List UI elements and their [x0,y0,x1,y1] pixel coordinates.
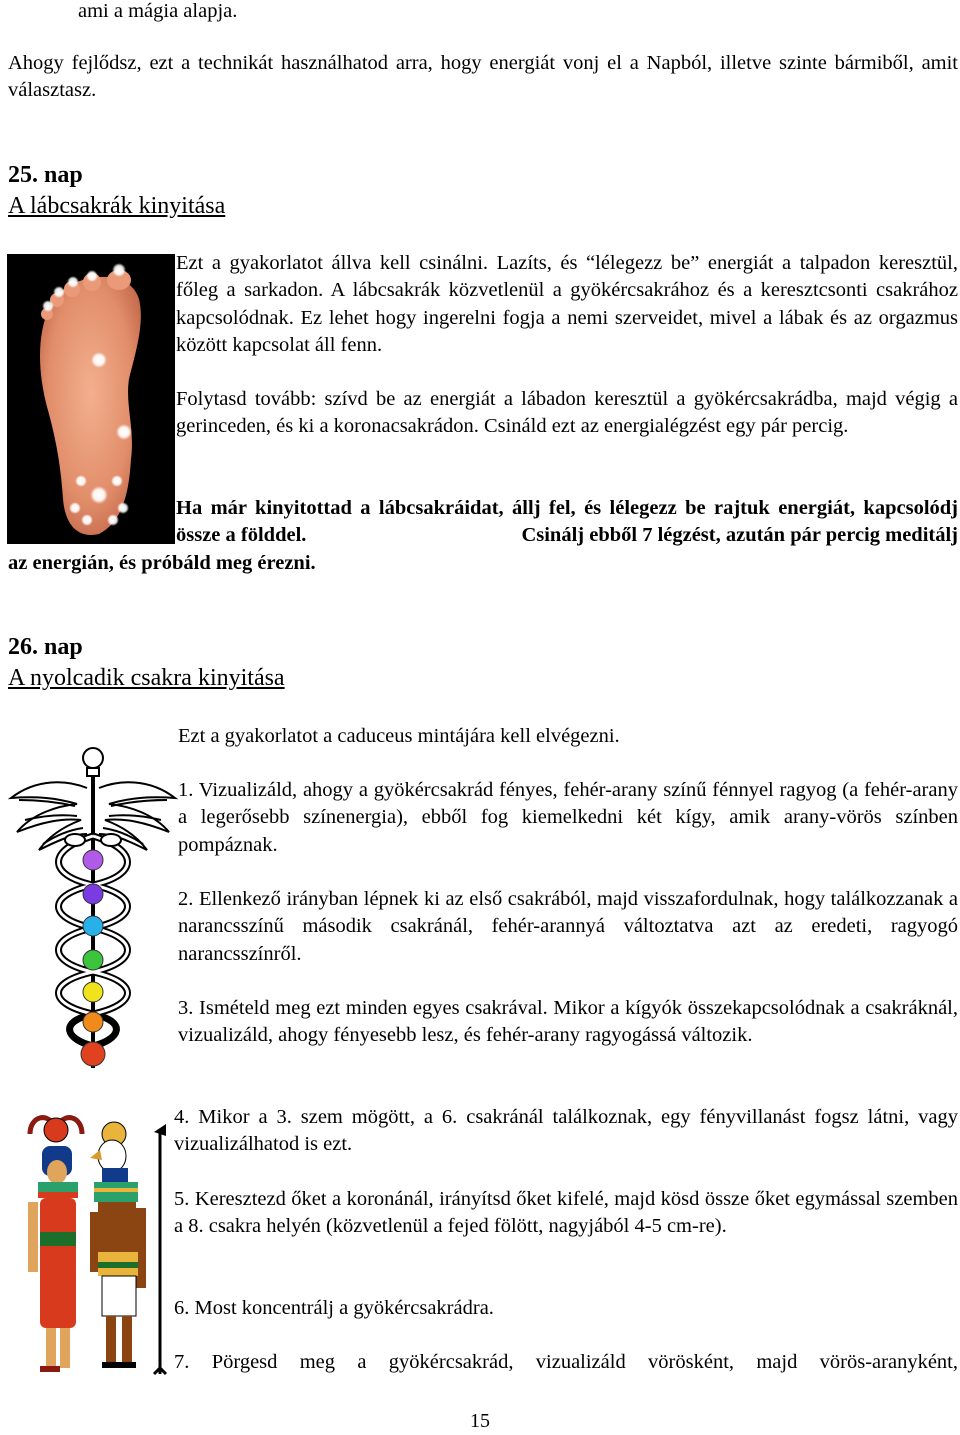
chakra-dot [81,1042,105,1066]
chakra-dot [83,884,103,904]
page-number: 15 [470,1410,490,1432]
intro-paragraph: Ahogy fejlődsz, ezt a technikát használhatod arra, hogy energiát vonj el a Napból, illetve szinte bármiből, amit választasz. [8,52,958,102]
day25-p3-text-b: 7 légzést, azután pár percig meditálj [642,524,958,546]
day25-p3-text-a: Csinálj ebből [521,524,638,546]
chakra-dot [83,950,103,970]
day25-number: 25. nap [8,162,83,188]
chakra-dot [83,1012,103,1032]
intro-line: ami a mágia alapja. [78,0,238,22]
day26-step-3: 3. Ismételd meg ezt minden egyes csakrával. Mikor a kígyók összekapcsolódnak a csakráknál, vizualizáld, ahogy fényesebb lesz, és fehér-arany ragyogássá változik. [178,997,958,1047]
day26-step-6: 6. Most koncentrálj a gyökércsakrádra. [174,1297,494,1319]
day25-title: A lábcsakrák kinyitása [8,193,226,219]
day26-title: A nyolcadik csakra kinyitása [8,665,285,691]
day26-heading [8,632,285,694]
day25-heading [8,160,225,222]
day26-intro: Ezt a gyakorlatot a caduceus mintájára kell elvégezni. [178,725,620,747]
chakra-dot [83,850,103,870]
day25-paragraph-2: Folytasd tovább: szívd be az energiát a lábadon keresztül a gyökércsakrádba, majd végig a gerinceden, és ki a koronacsakrádon. Csináld ezt az energialégzést egy pár percig. [176,388,958,438]
foot-chakra-image [7,254,175,544]
day25-paragraph-3-bold: Ha már kinyitottad a lábcsakráidat, állj fel, és lélegezz be rajtuk energiát, kapcsolódj össze a földdel. [176,497,958,547]
chakra-dot [83,982,103,1002]
day25-paragraph-3-last: az energián, és próbáld meg érezni. [8,552,316,574]
day26-number: 26. nap [8,634,83,660]
day26-step-1: 1. Vizualizáld, ahogy a gyökércsakrád fényes, fehér-arany színű fénnyel ragyog (a fehér-arany a legerősebb színenergia), ebből fog kiemelkedni két kígy, amik arany-vörös színben pompáznak. [178,779,958,856]
day26-step-2: 2. Ellenkező irányban lépnek ki az első csakrából, majd visszafordulnak, hogy találkozzanak a narancsszínű második csakránál, fehér-arannyá változtatva azt az eredeti, ragyogó narancsszínről. [178,888,958,965]
caduceus-image [7,740,179,1072]
day25-paragraph-1: Ezt a gyakorlatot állva kell csinálni. Lazíts, és “lélegezz be” energiát a talpadon keresztül, főleg a sarkadon. A lábcsakrák közvetlenül a gyökércsakrához és a keresztcsonti csakrához kapcsolódnak. Ez lehet hogy ingerelni fogja a nemi szerveidet, mivel a lábak és az orgazmus között kapcsolat áll fenn. [176,252,958,356]
chakra-dot [83,916,103,936]
day26-step-7: 7. Pörgesd meg a gyökércsakrád, vizualizáld vörösként, majd vörös-aranyként, [174,1351,958,1373]
day26-step-4: 4. Mikor a 3. szem mögött, a 6. csakránál találkoznak, egy fényvillanást fogsz látni, vagy vizualizálhatod is ezt. [174,1106,958,1156]
egyptian-figures-image [10,1112,172,1380]
day25-paragraph-3-continued [445,522,958,549]
day26-step-5: 5. Keresztezd őket a koronánál, irányítsd őket kifelé, majd kösd össze őket egymással szemben a 8. csakra helyén (közvetlenül a fejed fölött, nagyjából 4-5 cm-re). [174,1188,958,1238]
